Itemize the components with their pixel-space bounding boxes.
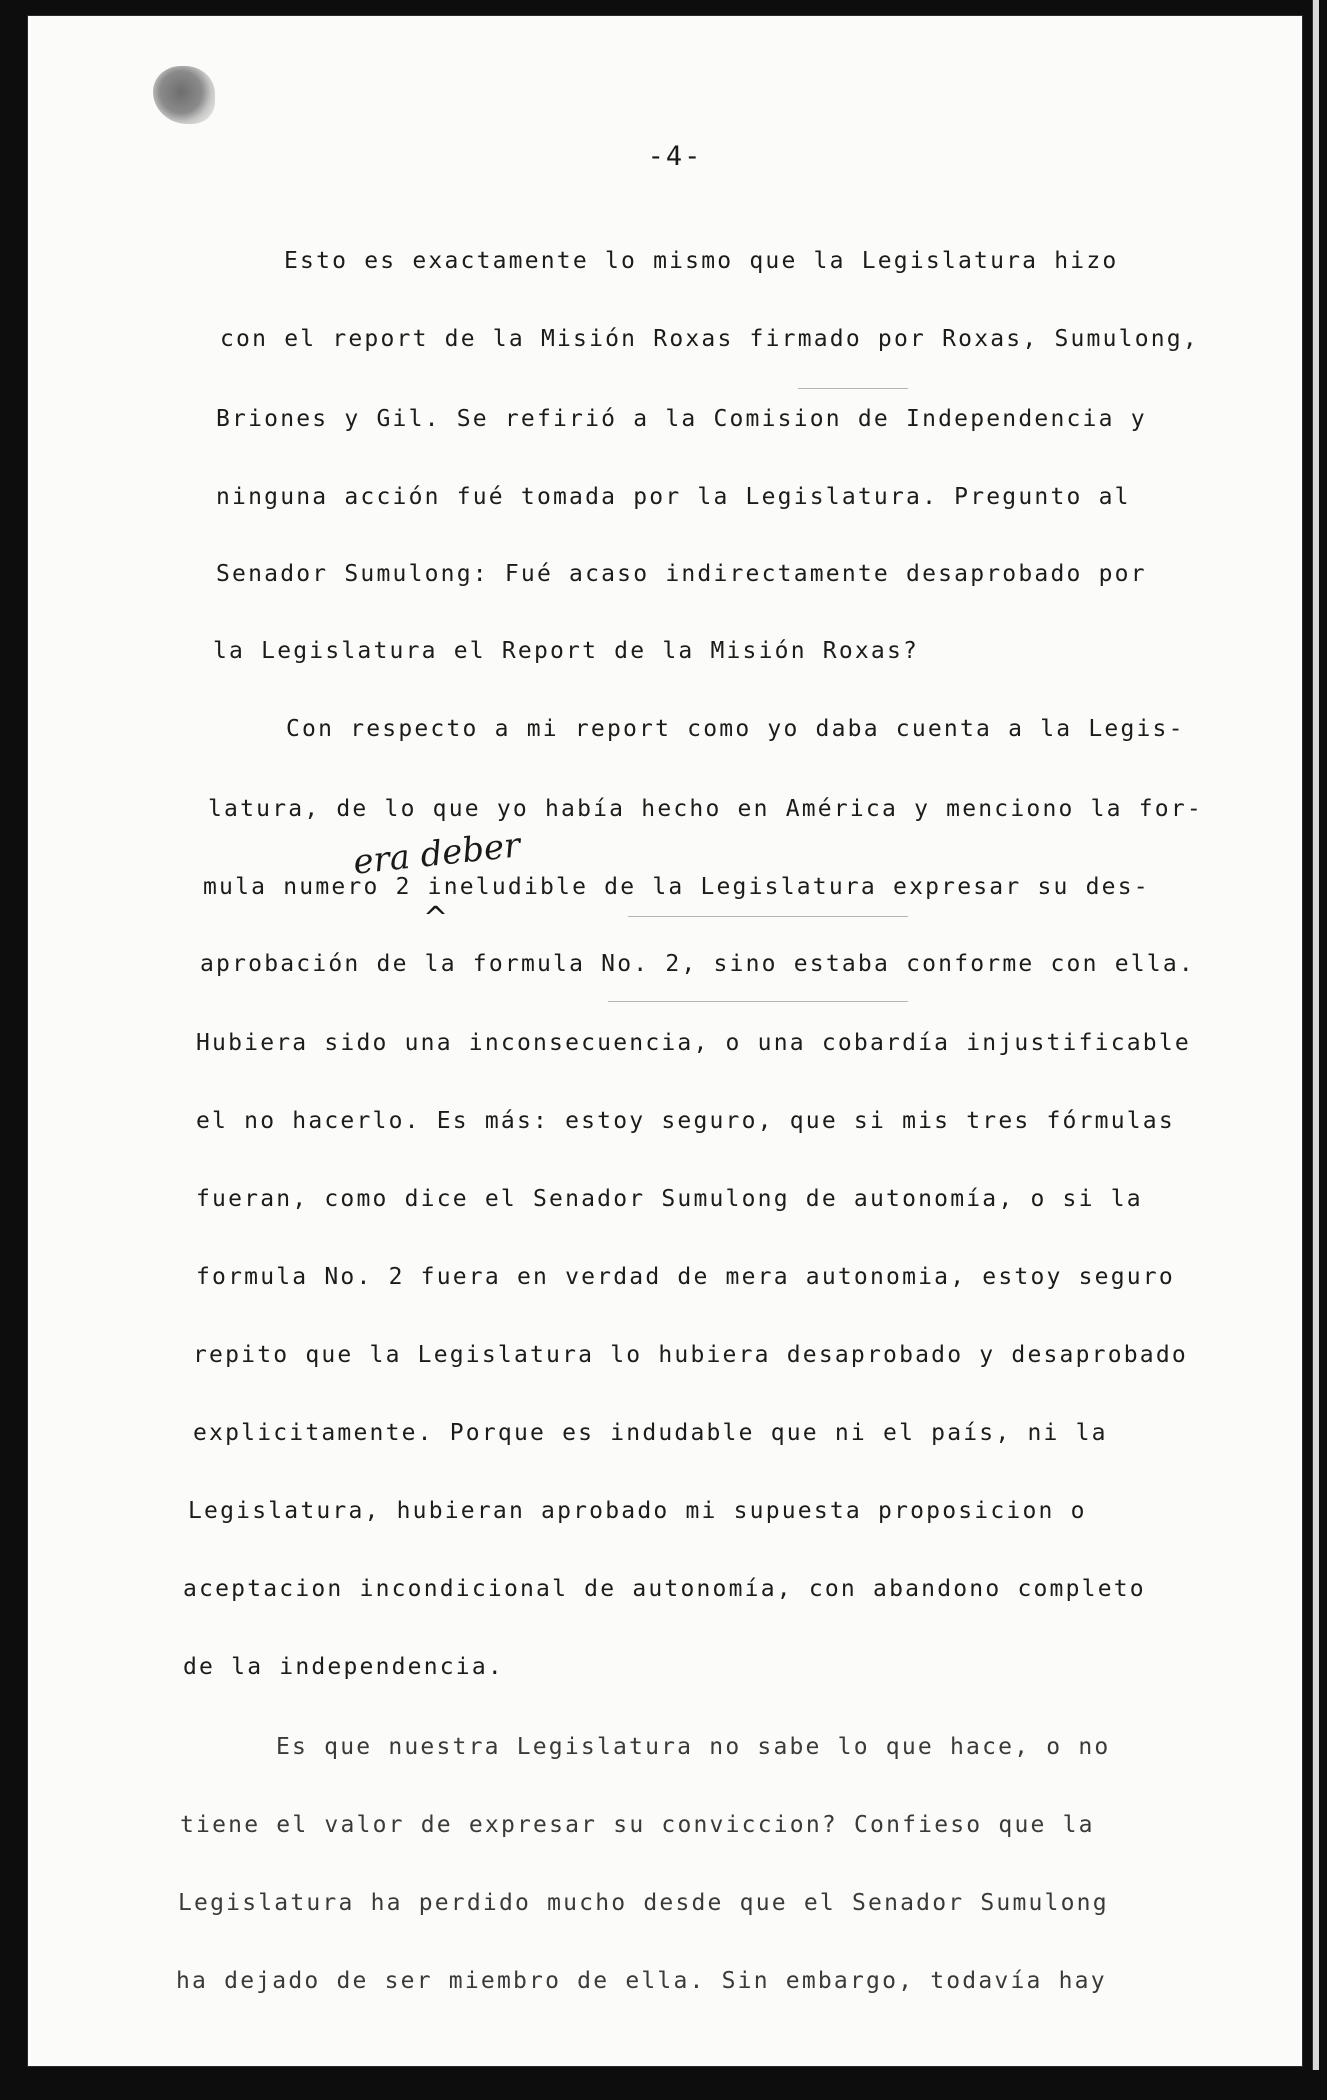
text-line: el no hacerlo. Es más: estoy seguro, que si mis tres fórmulas [196,1108,1175,1134]
page-number: -4- [647,141,703,172]
text-line: ninguna acción fué tomada por la Legislatura. Pregunto al [216,484,1131,510]
text-line: Legislatura, hubieran aprobado mi supuesta proposicion o [188,1498,1087,1524]
text-line: repito que la Legislatura lo hubiera desaprobado y desaprobado [193,1342,1188,1368]
text-line: Con respecto a mi report como yo daba cuenta a la Legis- [286,716,1185,742]
text-line: Es que nuestra Legislatura no sabe lo que hace, o no [276,1734,1111,1760]
text-line: mula numero 2 ineludible de la Legislatura expresar su des- [203,874,1150,900]
insertion-caret: ^ [423,901,449,936]
faint-pencil-mark [608,1001,908,1002]
text-line: de la independencia. [183,1654,504,1680]
text-line: la Legislatura el Report de la Misión Roxas? [213,638,920,664]
page-edge [1312,0,1319,2070]
text-line: fueran, como dice el Senador Sumulong de autonomía, o si la [196,1186,1143,1212]
handwritten-insert: era deber [351,825,523,883]
faint-pencil-mark [798,388,908,389]
text-line: Senador Sumulong: Fué acaso indirectamente desaprobado por [216,561,1147,587]
text-line: Legislatura ha perdido mucho desde que el Senador Sumulong [178,1890,1109,1916]
text-line: Hubiera sido una inconsecuencia, o una cobardía injustificable [196,1030,1191,1056]
text-line: aprobación de la formula No. 2, sino estaba conforme con ella. [200,951,1195,977]
text-line: aceptacion incondicional de autonomía, con abandono completo [183,1576,1146,1602]
text-line: ha dejado de ser miembro de ella. Sin embargo, todavía hay [176,1968,1107,1994]
text-line: tiene el valor de expresar su conviccion? Confieso que la [180,1812,1095,1838]
text-line: latura, de lo que yo había hecho en América y menciono la for- [208,796,1203,822]
document-page [28,16,1302,2066]
text-line: formula No. 2 fuera en verdad de mera autonomia, estoy seguro [196,1264,1175,1290]
text-line: Briones y Gil. Se refirió a la Comision de Independencia y [216,406,1147,432]
text-line: con el report de la Misión Roxas firmado por Roxas, Sumulong, [220,326,1199,352]
text-line: explicitamente. Porque es indudable que ni el país, ni la [193,1420,1108,1446]
ink-smudge [153,66,215,124]
faint-pencil-mark [628,916,908,917]
text-line: Esto es exactamente lo mismo que la Legislatura hizo [284,248,1119,274]
